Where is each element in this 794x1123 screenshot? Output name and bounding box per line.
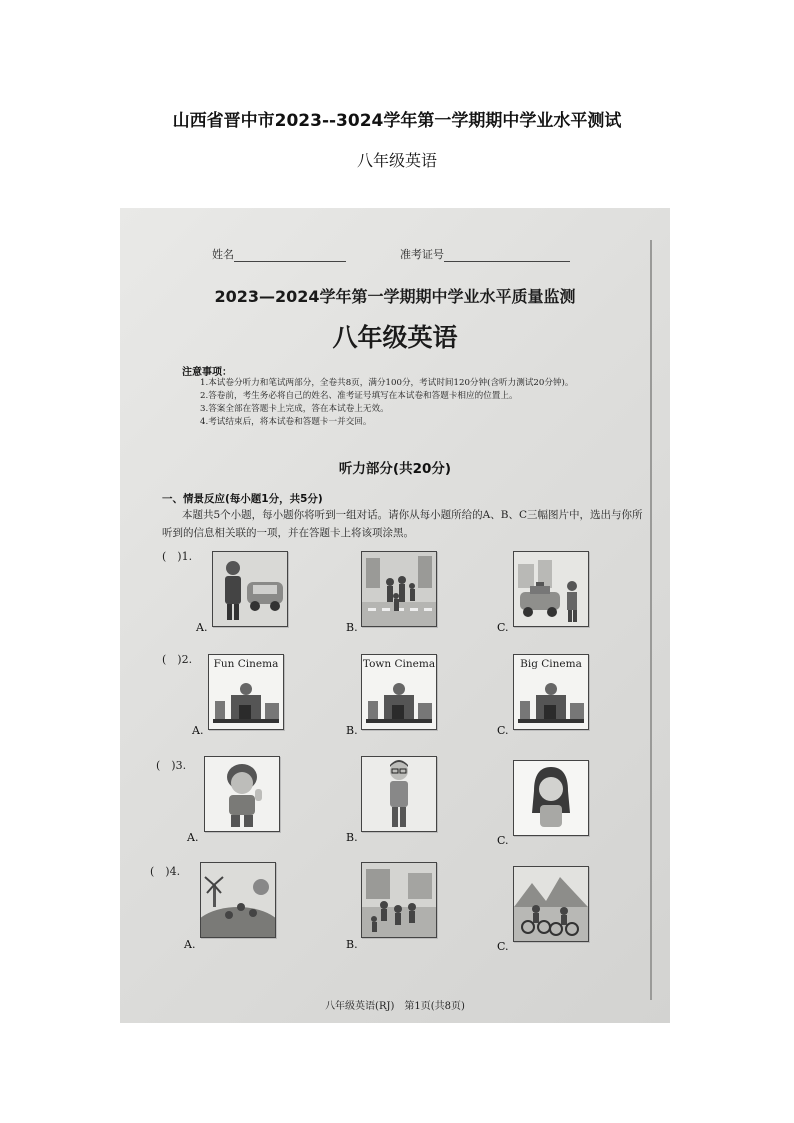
exam-id-field <box>400 246 570 262</box>
question-number: ( )1. <box>162 550 193 563</box>
option-label: B. <box>346 621 358 634</box>
exam-title: 2023—2024学年第一学期期中学业水平质量监测 <box>214 287 576 306</box>
option-label: B. <box>346 724 358 737</box>
option-label: C. <box>497 940 509 953</box>
option-label: A. <box>184 938 196 951</box>
question-number: ( )3. <box>156 759 187 772</box>
note-item: 4.考试结束后，将本试卷和答题卡一并交回。 <box>200 417 372 427</box>
fun-cinema-picture <box>208 654 284 730</box>
children-playing-picture <box>361 862 437 938</box>
option-label: A. <box>192 724 204 737</box>
name-field <box>212 246 346 262</box>
cinema-caption: Big Cinema <box>520 658 582 670</box>
boy-with-glasses-picture <box>361 756 437 832</box>
cinema-caption: Town Cinema <box>362 658 436 670</box>
cyclists-mountains-picture <box>513 866 589 942</box>
exam-id-label: 准考证号 <box>400 248 444 261</box>
page-footer: 八年级英语(RJ) 第1页(共8页) <box>325 1001 465 1012</box>
document-subtitle: 八年级英语 <box>356 151 437 170</box>
taxi-with-man-picture <box>513 551 589 627</box>
name-label: 姓名 <box>212 248 234 261</box>
notes-list <box>200 377 574 429</box>
option-label: C. <box>497 834 509 847</box>
exam-paper-photo <box>120 208 670 1023</box>
note-item: 3.答案全部在答题卡上完成，答在本试卷上无效。 <box>200 404 389 414</box>
option-label: A. <box>196 621 208 634</box>
girl-long-hair-picture <box>513 760 589 836</box>
note-item: 2.答卷前，考生务必将自己的姓名、准考证号填写在本试卷和答题卡相应的位置上。 <box>200 391 518 401</box>
option-label: C. <box>497 724 509 737</box>
exam-subject: 八年级英语 <box>332 323 458 352</box>
question-number: ( )2. <box>162 653 193 666</box>
cinema-caption: Fun Cinema <box>213 658 279 670</box>
question-number: ( )4. <box>150 865 181 878</box>
notes-heading: 注意事项： <box>182 367 232 378</box>
section-title: 听力部分(共20分) <box>338 461 452 477</box>
note-item: 1.本试卷分听力和笔试两部分，全卷共8页，满分100分，考试时间120分钟(含听力测试20分钟)。 <box>200 378 574 388</box>
park-with-windmill-picture <box>200 862 276 938</box>
boy-thumbs-up-picture <box>204 756 280 832</box>
document-title: 山西省晋中市2023--3024学年第一学期期中学业水平测试 <box>172 111 622 131</box>
page-edge-divider <box>650 240 652 1000</box>
option-label: B. <box>346 831 358 844</box>
option-label: B. <box>346 938 358 951</box>
town-cinema-picture <box>361 654 437 730</box>
crowd-crossing-street-picture <box>361 551 437 627</box>
part-heading: 一、情景反应(每小题1分，共5分) <box>162 493 323 505</box>
man-with-car-picture <box>212 551 288 627</box>
part-description: 本题共5个小题，每小题你将听到一组对话。请你从每小题所给的A、B、C三幅图片中，选出与你所听到的信息相关联的一项，并在答题卡上将该项涂黑。 <box>162 509 643 539</box>
option-label: C. <box>497 621 509 634</box>
option-label: A. <box>187 831 199 844</box>
big-cinema-picture <box>513 654 589 730</box>
